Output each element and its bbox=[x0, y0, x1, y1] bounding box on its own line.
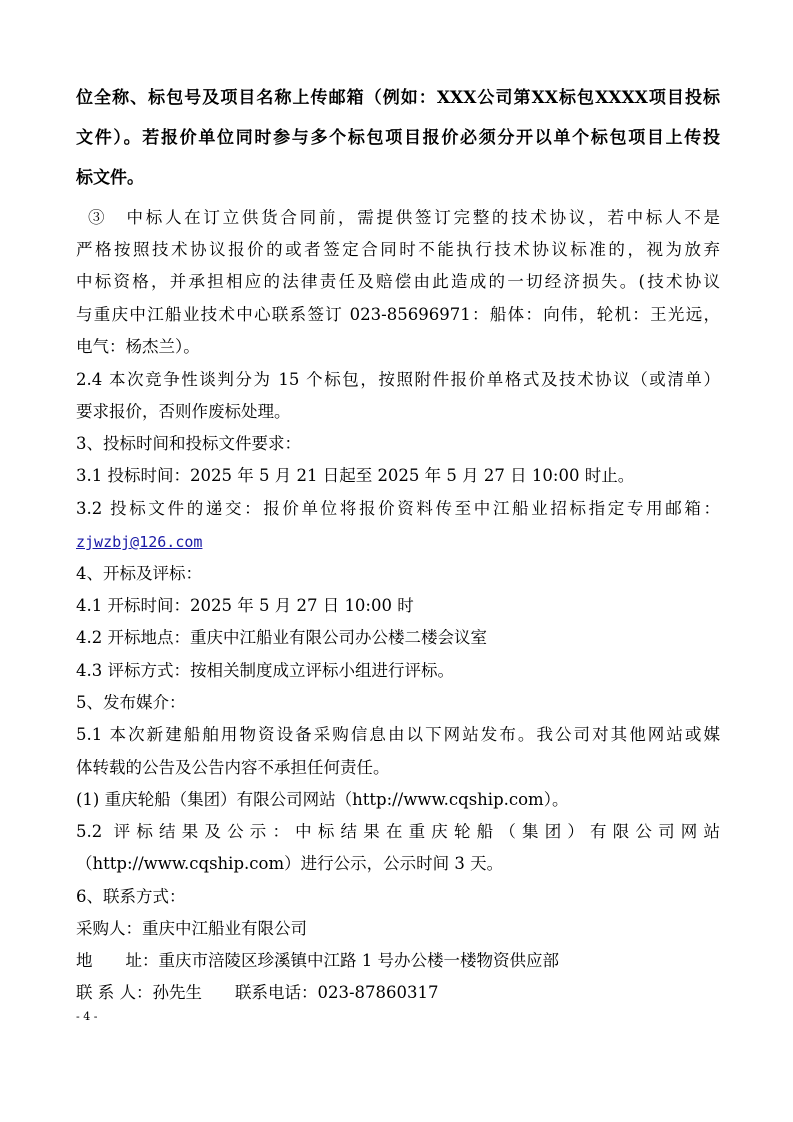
text-line: 3.1 投标时间：2025 年 5 月 21 日起至 2025 年 5 月 27 日 10:00 时止。 bbox=[76, 466, 635, 485]
text-line: 严格按照技术协议报价的或者签定合同时不能执行技术协议标准的，视为放弃 bbox=[76, 240, 720, 259]
text-line: 标文件。 bbox=[76, 168, 144, 188]
text-line: （http://www.cqship.com）进行公示，公示时间 3 天。 bbox=[76, 854, 504, 873]
text-line: 采购人：重庆中江船业有限公司 bbox=[76, 919, 307, 938]
section-heading: 3、投标时间和投标文件要求： bbox=[76, 434, 301, 453]
text-line: ③ 中标人在订立供货合同前，需提供签订完整的技术协议，若中标人不是 bbox=[88, 208, 720, 227]
text-line: 5.2 评标结果及公示：中标结果在重庆轮船（集团）有限公司网站 bbox=[76, 822, 720, 841]
section-heading: 4、开标及评标： bbox=[76, 564, 202, 583]
section-heading: 5、发布媒介： bbox=[76, 693, 186, 712]
page-number: - 4 - bbox=[76, 1010, 98, 1023]
text-line: 体转载的公告及公告内容不承担任何责任。 bbox=[76, 758, 390, 777]
text-line: 中标资格，并承担相应的法律责任及赔偿由此造成的一切经济损失。(技术协议 bbox=[76, 272, 720, 291]
text-line: (1) 重庆轮船（集团）有限公司网站（http://www.cqship.com）。 bbox=[76, 790, 569, 809]
text-line: 位全称、标包号及项目名称上传邮箱（例如：XXX公司第XX标包XXXX项目投标 bbox=[76, 88, 720, 108]
text-line: 与重庆中江船业技术中心联系签订 023-85696971：船体：向伟，轮机：王光远， bbox=[76, 305, 720, 324]
text-line: 4.3 评标方式：按相关制度成立评标小组进行评标。 bbox=[76, 661, 454, 680]
text-line: 4.2 开标地点：重庆中江船业有限公司办公楼二楼会议室 bbox=[76, 628, 487, 647]
text-line: 2.4 本次竞争性谈判分为 15 个标包，按照附件报价单格式及技术协议（或清单） bbox=[76, 370, 720, 389]
section-heading: 6、联系方式： bbox=[76, 887, 186, 906]
text-line: 联 系 人：孙先生 联系电话：023-87860317 bbox=[76, 983, 439, 1002]
text-line: 电气：杨杰兰）。 bbox=[76, 337, 200, 356]
text-line: 文件）。若报价单位同时参与多个标包项目报价必须分开以单个标包项目上传投 bbox=[76, 128, 720, 148]
text-line: 5.1 本次新建船舶用物资设备采购信息由以下网站发布。我公司对其他网站或媒 bbox=[76, 725, 720, 744]
text-line: 3.2 投标文件的递交：报价单位将报价资料传至中江船业招标指定专用邮箱： bbox=[76, 499, 720, 518]
text-line: 要求报价，否则作废标处理。 bbox=[76, 402, 291, 421]
text-line: 地 址：重庆市涪陵区珍溪镇中江路 1 号办公楼一楼物资供应部 bbox=[76, 951, 559, 970]
text-line: 4.1 开标时间：2025 年 5 月 27 日 10:00 时 bbox=[76, 596, 414, 615]
email-link[interactable]: zjwzbj@126.com bbox=[76, 533, 203, 551]
